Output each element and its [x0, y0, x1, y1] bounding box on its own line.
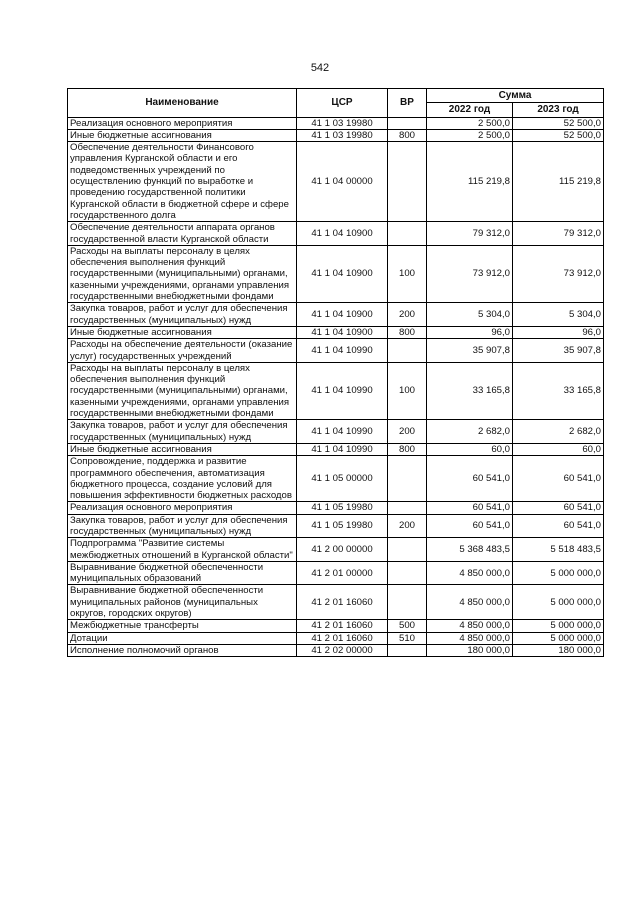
row-sum-2023: 79 312,0	[513, 222, 604, 246]
table-body	[68, 117, 604, 657]
table-row	[68, 142, 604, 222]
row-sum-2023: 96,0	[513, 326, 604, 338]
row-name: Исполнение полномочий органов	[68, 644, 297, 656]
header-csr: ЦСР	[297, 89, 388, 118]
table-row	[68, 339, 604, 363]
row-vr: 200	[388, 514, 427, 538]
row-sum-2022: 2 500,0	[427, 129, 513, 141]
row-sum-2022: 115 219,8	[427, 142, 513, 222]
table-row	[68, 222, 604, 246]
table-row	[68, 443, 604, 455]
row-vr: 200	[388, 420, 427, 444]
row-vr: 800	[388, 443, 427, 455]
row-vr: 100	[388, 362, 427, 419]
row-sum-2023: 52 500,0	[513, 129, 604, 141]
row-sum-2022: 4 850 000,0	[427, 585, 513, 620]
row-csr: 41 1 04 10990	[297, 362, 388, 419]
row-sum-2023: 52 500,0	[513, 117, 604, 129]
row-csr: 41 1 03 19980	[297, 117, 388, 129]
row-vr	[388, 502, 427, 514]
row-name: Реализация основного мероприятия	[68, 117, 297, 129]
row-sum-2022: 60 541,0	[427, 502, 513, 514]
table-row	[68, 644, 604, 656]
table-row	[68, 585, 604, 620]
row-name: Межбюджетные трансферты	[68, 620, 297, 632]
row-sum-2022: 5 304,0	[427, 303, 513, 327]
row-sum-2023: 60 541,0	[513, 456, 604, 502]
row-csr: 41 1 04 10900	[297, 303, 388, 327]
table-row	[68, 245, 604, 302]
header-year-2023: 2023 год	[513, 103, 604, 117]
row-csr: 41 2 01 16060	[297, 632, 388, 644]
table-row	[68, 420, 604, 444]
row-sum-2022: 60 541,0	[427, 514, 513, 538]
row-name: Иные бюджетные ассигнования	[68, 443, 297, 455]
row-sum-2022: 2 500,0	[427, 117, 513, 129]
row-name: Подпрограмма "Развитие системы межбюджетных отношений в Курганской области"	[68, 538, 297, 562]
row-csr: 41 1 05 00000	[297, 456, 388, 502]
row-sum-2022: 79 312,0	[427, 222, 513, 246]
row-sum-2022: 180 000,0	[427, 644, 513, 656]
row-sum-2022: 73 912,0	[427, 245, 513, 302]
row-name: Дотации	[68, 632, 297, 644]
row-sum-2023: 2 682,0	[513, 420, 604, 444]
row-vr	[388, 561, 427, 585]
row-sum-2022: 33 165,8	[427, 362, 513, 419]
table-row	[68, 620, 604, 632]
row-csr: 41 1 05 19980	[297, 502, 388, 514]
row-vr: 800	[388, 129, 427, 141]
row-sum-2023: 60 541,0	[513, 502, 604, 514]
row-vr	[388, 117, 427, 129]
row-sum-2023: 180 000,0	[513, 644, 604, 656]
row-sum-2023: 5 000 000,0	[513, 561, 604, 585]
row-csr: 41 2 02 00000	[297, 644, 388, 656]
row-sum-2023: 5 518 483,5	[513, 538, 604, 562]
table-row	[68, 362, 604, 419]
header-vr: ВР	[388, 89, 427, 118]
table-row	[68, 326, 604, 338]
table-row	[68, 538, 604, 562]
row-vr: 100	[388, 245, 427, 302]
row-name: Выравнивание бюджетной обеспеченности муниципальных образований	[68, 561, 297, 585]
row-sum-2022: 4 850 000,0	[427, 620, 513, 632]
row-csr: 41 1 04 10900	[297, 326, 388, 338]
row-sum-2023: 5 000 000,0	[513, 620, 604, 632]
header-sum: Сумма	[427, 89, 604, 103]
table-row	[68, 117, 604, 129]
row-csr: 41 1 05 19980	[297, 514, 388, 538]
row-name: Закупка товаров, работ и услуг для обеспечения государственных (муниципальных) нужд	[68, 303, 297, 327]
row-sum-2022: 2 682,0	[427, 420, 513, 444]
row-csr: 41 1 03 19980	[297, 129, 388, 141]
row-vr	[388, 644, 427, 656]
row-name: Расходы на выплаты персоналу в целях обеспечения выполнения функций государственными (муниципальными) органами, казенными учреждениями, органами управления государственными внебюджетными фондами	[68, 362, 297, 419]
row-sum-2022: 96,0	[427, 326, 513, 338]
row-csr: 41 1 04 10900	[297, 245, 388, 302]
row-name: Сопровождение, поддержка и развитие программного обеспечения, автоматизация бюджетного процесса, создание условий для повышения эффективности бюджетных расходов	[68, 456, 297, 502]
row-sum-2023: 60,0	[513, 443, 604, 455]
budget-table	[67, 88, 604, 657]
row-vr: 500	[388, 620, 427, 632]
row-name: Иные бюджетные ассигнования	[68, 129, 297, 141]
header-name: Наименование	[68, 89, 297, 118]
table-row	[68, 303, 604, 327]
row-csr: 41 1 04 10990	[297, 339, 388, 363]
row-vr: 800	[388, 326, 427, 338]
row-sum-2023: 5 000 000,0	[513, 632, 604, 644]
row-name: Реализация основного мероприятия	[68, 502, 297, 514]
row-sum-2022: 35 907,8	[427, 339, 513, 363]
row-csr: 41 1 04 10990	[297, 420, 388, 444]
row-sum-2023: 33 165,8	[513, 362, 604, 419]
row-name: Закупка товаров, работ и услуг для обеспечения государственных (муниципальных) нужд	[68, 514, 297, 538]
row-sum-2022: 4 850 000,0	[427, 561, 513, 585]
row-sum-2023: 35 907,8	[513, 339, 604, 363]
row-sum-2023: 60 541,0	[513, 514, 604, 538]
row-vr	[388, 142, 427, 222]
row-vr	[388, 222, 427, 246]
row-csr: 41 1 04 00000	[297, 142, 388, 222]
row-name: Выравнивание бюджетной обеспеченности муниципальных районов (муниципальных округов, городских округов)	[68, 585, 297, 620]
row-sum-2023: 5 304,0	[513, 303, 604, 327]
table-row	[68, 456, 604, 502]
row-vr: 510	[388, 632, 427, 644]
table-header	[68, 89, 604, 118]
row-name: Обеспечение деятельности Финансового управления Курганской области и его подведомственных учреждений по осуществлению функций по выработке и проведению государственной политики Курганской области в бюджетной сфере и сфере государственного долга	[68, 142, 297, 222]
row-vr: 200	[388, 303, 427, 327]
row-vr	[388, 456, 427, 502]
row-name: Расходы на выплаты персоналу в целях обеспечения выполнения функций государственными (муниципальными) органами, казенными учреждениями, органами управления государственными внебюджетными фондами	[68, 245, 297, 302]
row-csr: 41 2 01 16060	[297, 585, 388, 620]
row-sum-2022: 4 850 000,0	[427, 632, 513, 644]
row-csr: 41 1 04 10990	[297, 443, 388, 455]
row-csr: 41 1 04 10900	[297, 222, 388, 246]
row-sum-2023: 5 000 000,0	[513, 585, 604, 620]
row-sum-2022: 60 541,0	[427, 456, 513, 502]
header-year-2022: 2022 год	[427, 103, 513, 117]
row-sum-2023: 115 219,8	[513, 142, 604, 222]
row-csr: 41 2 01 00000	[297, 561, 388, 585]
row-name: Иные бюджетные ассигнования	[68, 326, 297, 338]
table-row	[68, 129, 604, 141]
row-csr: 41 2 00 00000	[297, 538, 388, 562]
row-csr: 41 2 01 16060	[297, 620, 388, 632]
row-vr	[388, 585, 427, 620]
row-vr	[388, 339, 427, 363]
row-vr	[388, 538, 427, 562]
row-sum-2022: 60,0	[427, 443, 513, 455]
table-row	[68, 561, 604, 585]
table-row	[68, 632, 604, 644]
row-sum-2022: 5 368 483,5	[427, 538, 513, 562]
table-row	[68, 514, 604, 538]
row-sum-2023: 73 912,0	[513, 245, 604, 302]
page-number: 542	[310, 62, 330, 74]
row-name: Обеспечение деятельности аппарата органов государственной власти Курганской области	[68, 222, 297, 246]
row-name: Расходы на обеспечение деятельности (оказание услуг) государственных учреждений	[68, 339, 297, 363]
table-row	[68, 502, 604, 514]
row-name: Закупка товаров, работ и услуг для обеспечения государственных (муниципальных) нужд	[68, 420, 297, 444]
